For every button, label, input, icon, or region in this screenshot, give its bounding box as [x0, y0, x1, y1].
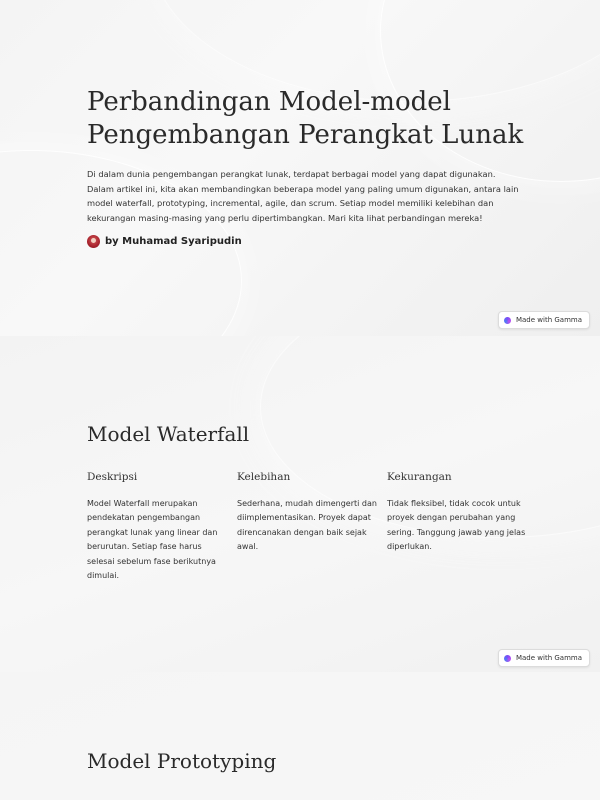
- badge-label: Made with Gamma: [515, 316, 582, 324]
- page-title: Perbandingan Model-model Pengembangan Perangkat Lunak: [87, 87, 524, 150]
- section-title: Model Waterfall: [87, 422, 250, 446]
- made-with-gamma-badge[interactable]: [498, 311, 590, 329]
- gamma-logo-icon: [504, 655, 511, 662]
- column-heading: Deskripsi: [87, 471, 138, 483]
- gamma-logo-icon: [504, 317, 511, 324]
- prototyping-slide: [0, 672, 600, 800]
- column-text: Tidak fleksibel, tidak cocok untuk proyek dengan perubahan yang sering. Tanggung jawab yang jelas diperlukan.: [387, 499, 526, 552]
- column-text: Sederhana, mudah dimengerti dan diimplementasikan. Proyek dapat direncanakan dengan baik sejak awal.: [237, 499, 377, 552]
- column-heading: Kekurangan: [387, 471, 452, 483]
- column-kekurangan: [387, 471, 527, 555]
- waterfall-slide: [0, 336, 600, 672]
- avatar: [87, 235, 100, 248]
- column-deskripsi: [87, 471, 227, 583]
- column-heading: Kelebihan: [237, 471, 291, 483]
- section-title: Model Prototyping: [87, 749, 277, 773]
- cover-slide: [0, 0, 600, 336]
- made-with-gamma-badge[interactable]: [498, 649, 590, 667]
- badge-label: Made with Gamma: [515, 654, 582, 662]
- intro-paragraph: Di dalam dunia pengembangan perangkat lunak, terdapat berbagai model yang dapat digunakan. Dalam artikel ini, kita akan membandingkan beberapa model yang paling umum digunakan, antara lain model waterfall, prototyping, incremental, agile, dan scrum. Setiap model memiliki kelebihan dan kekurangan masing-masing yang perlu dipertimbangkan. Mari kita lihat perbandingan mereka!: [87, 169, 519, 223]
- author-name: by Muhamad Syaripudin: [105, 236, 242, 247]
- column-text: Model Waterfall merupakan pendekatan pengembangan perangkat lunak yang linear dan berurutan. Setiap fase harus selesai sebelum fase berikutnya dimulai.: [87, 499, 218, 581]
- column-kelebihan: [237, 471, 377, 555]
- author-byline: [87, 235, 242, 248]
